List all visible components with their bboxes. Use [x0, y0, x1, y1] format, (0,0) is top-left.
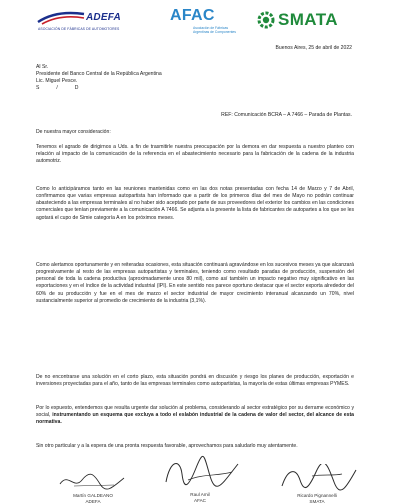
reference-line: REF: Comunicación BCRA – A 7466 – Parada de Plantas.	[221, 112, 352, 118]
paragraph-1: Tenemos el agrado de dirigirnos a Uds. a fin de trasmitirle nuestra preocupación por la demora en dar respuesta a nuestro planteo con relación al impacto de la comunicación de la referencia en el abastecimiento necesario para la fabricación de la cadena de la industria automotriz.	[36, 144, 354, 165]
afac-logo-word: AFAC	[170, 7, 215, 24]
smata-logo-word: SMATA	[278, 10, 338, 29]
paragraph-5-text: Por lo expuesto, entendemos que resulta urgente dar solución al problema, considerando al sector estratégico por su derrame económico y social,	[36, 405, 354, 419]
signature-block-adefa	[48, 466, 138, 502]
signature-org: ADEFA	[85, 499, 101, 504]
signature-block-afac	[150, 454, 250, 502]
address-line-name: Lic. Miguel Pesce.	[36, 78, 78, 85]
paragraph-4: De no encontrarse una solución en el corto plazo, esta situación pondrá en discusión y riesgo los planes de producción, exportación e inversiones proyectadas para el año, tanto de las empresas terminales como autopartistas, la mayoría de estas últimas empresas PYMES.	[36, 374, 354, 388]
smata-gear-icon	[256, 10, 276, 30]
paragraph-5	[36, 405, 354, 426]
address-block	[36, 64, 162, 93]
paragraph-3: Como alertamos oportunamente y en reiteradas ocasiones, esta situación continuará agravándose en los sucesivos meses ya que alcanzará progresivamente al resto de las empresas autopartistas y terminales, teniendo como resultado paradas de producción, suspensión del personal de toda la cadena productiva (aproximadamente unos 80 mil), como así también un impacto negativo muy significativo en las exportaciones y en el índice de la actividad industrial (IPI). En este sentido nos parece oportuno destacar que el sector exporta alrededor del 60% de su producción y fue en el mes de marzo el sector industrial de mayor crecimiento interanual alcanzando un 70%, nivel sustancialmente superior al promedio de crecimiento de la industria (3,1%).	[36, 262, 354, 304]
adefa-logo-word: ADEFA	[86, 12, 121, 23]
address-line-position: Presidente del Banco Central de la República Argentina	[36, 71, 162, 78]
afac-logo	[170, 5, 244, 37]
signature-org: SMATA	[309, 499, 325, 504]
adefa-logo	[36, 8, 122, 34]
adefa-logo-subtitle: ASOCIACIÓN DE FÁBRICAS DE AUTOMOTORES	[38, 27, 120, 31]
letter-date: Buenos Aires, 25 de abril de 2022	[275, 45, 352, 51]
signature-mark-icon	[54, 470, 134, 492]
paragraph-2: Como lo anticipáramos tanto en las reuniones mantenidas como en las dos notas presentadas con fecha 14 de Marzo y 7 de Abril, confirmamos que varias empresas autopartista han informado que a partir de los primeros días del mes de Mayo no podrán continuar abasteciendo a las empresas terminales al no haber sido aceptado por parte de sus proveedores del exterior los cambios en las condiciones comerciales que tenían previamente a la comunicación A 7466. Se adjunta a la presente la lista de fabricantes de autopartes a los que se les agotará el cupo de Simie categoría A en los próximos meses.	[36, 186, 354, 221]
signature-name: Martín GALDEANO	[73, 493, 113, 498]
paragraph-5-bold-text: instrumentando un esquema que excluya a todo el eslabón industrial de la cadena de valor del sector, del alcance de esta normativa.	[36, 412, 355, 426]
signature-mark-icon	[158, 454, 246, 490]
salutation: De nuestra mayor consideración:	[36, 129, 111, 135]
address-line-greeting: Al Sr.	[36, 64, 49, 70]
address-line-sd: S / D	[36, 85, 79, 92]
signature-block-smata	[262, 464, 372, 504]
signature-org: AFAC	[194, 498, 206, 503]
smata-logo	[256, 9, 356, 33]
afac-logo-subtitle: Asociación de Fábricas Argentinas de Componentes	[193, 26, 236, 34]
paragraph-6: Sin otro particular y a la espera de una pronta respuesta favorable, aprovechamos para saludarlo muy atentamente.	[36, 443, 298, 449]
signature-name: Ricardo Pignannelli	[297, 493, 337, 498]
signature-mark-icon	[272, 464, 362, 492]
signature-name: Raul Amil	[190, 492, 210, 497]
